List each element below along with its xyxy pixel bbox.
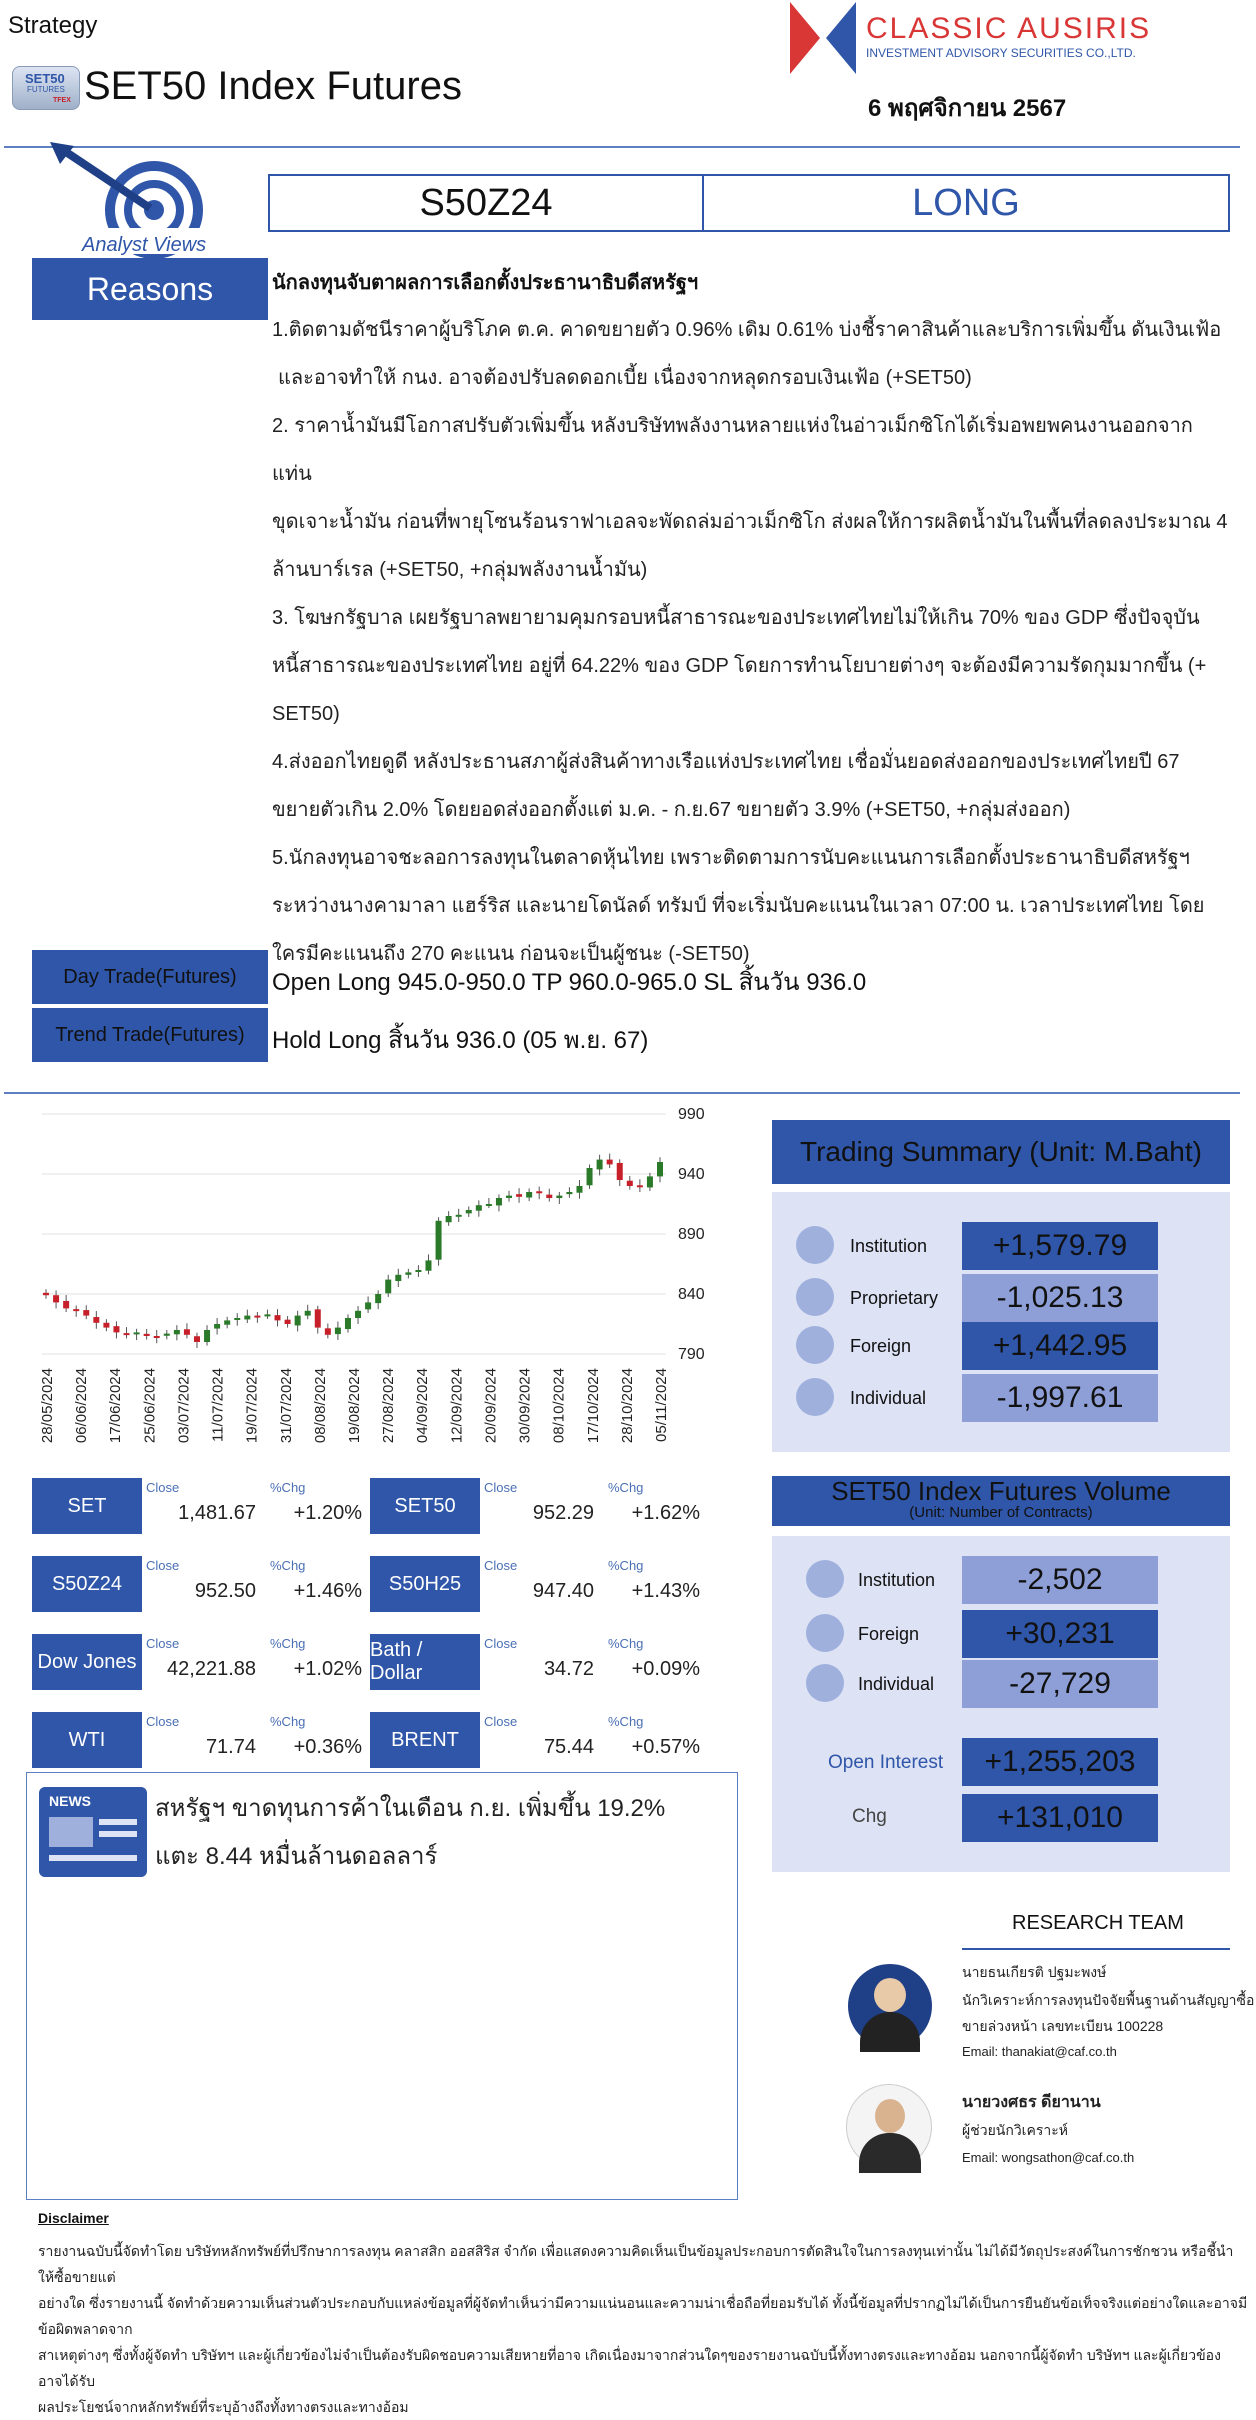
candle-body <box>154 1336 160 1338</box>
y-tick-label: 940 <box>678 1166 705 1183</box>
analyst2-avatar <box>846 2084 932 2170</box>
x-tick-label: 04/09/2024 <box>414 1368 432 1444</box>
trading-summary-value: -1,997.61 <box>962 1374 1158 1422</box>
close-value: 952.29 <box>532 1502 594 1524</box>
report-date: 6 พฤศจิกายน 2567 <box>868 95 1067 122</box>
x-tick-label: 19/07/2024 <box>243 1368 261 1444</box>
candle-body <box>576 1186 582 1193</box>
analyst1-email: Email: thanakiat@caf.co.th <box>962 2044 1117 2059</box>
candle-body <box>385 1280 391 1294</box>
candle-body <box>365 1302 371 1309</box>
candle-body <box>526 1192 532 1198</box>
money-bag-icon <box>796 1326 834 1364</box>
candle-body <box>415 1270 421 1272</box>
candle-body <box>204 1330 210 1342</box>
reason-line: และอาจทำให้ กนง. อาจต้องปรับลดดอกเบี้ย เนื่องจากหลุดกรอบเงินเฟ้อ (+SET50) <box>278 367 972 389</box>
candle-body <box>83 1310 89 1316</box>
candle-body <box>556 1196 562 1198</box>
candle-body <box>617 1163 623 1180</box>
candle-body <box>566 1192 572 1194</box>
futures-volume-subtitle: (Unit: Number of Contracts) <box>909 1504 1093 1521</box>
analyst1-role-2: ขายล่วงหน้า เลขทะเบียน 100228 <box>962 2018 1164 2034</box>
candle-body <box>647 1176 653 1187</box>
chg-label: %Chg <box>608 1558 644 1573</box>
reasons-headline: นักลงทุนจับตาผลการเลือกตั้งประธานาธิบดีสหรัฐฯ <box>272 272 699 294</box>
market-name: S50H25 <box>370 1556 480 1612</box>
reason-line: SET50) <box>272 703 340 725</box>
money-bag-icon <box>806 1614 844 1652</box>
analyst-views-caption: Analyst Views <box>82 234 207 256</box>
candle-body <box>335 1328 341 1334</box>
disclaimer-line: ผลประโยชน์จากหลักทรัพย์ที่ระบุอ้างถึงทั้งทางตรงและทางอ้อม <box>38 2399 409 2415</box>
news-icon-block <box>49 1817 93 1847</box>
candle-body <box>234 1318 240 1320</box>
close-value: 42,221.88 <box>167 1658 256 1680</box>
chg-label: %Chg <box>270 1558 306 1573</box>
avatar-face <box>875 2099 905 2133</box>
candle-body <box>345 1318 351 1329</box>
candle-body <box>73 1309 79 1311</box>
candle-body <box>446 1216 452 1222</box>
day-trade-label: Day Trade(Futures) <box>32 950 268 1004</box>
close-label: Close <box>146 1480 180 1495</box>
avatar-body <box>860 2012 920 2052</box>
close-label: Close <box>146 1558 180 1573</box>
candle-body <box>224 1320 230 1324</box>
reason-line: ล้านบาร์เรล (+SET50, +กลุ่มพลังงานน้ำมัน) <box>272 559 648 581</box>
x-tick-label: 17/06/2024 <box>107 1368 125 1444</box>
reasons-list <box>272 306 1232 978</box>
newspaper-icon <box>39 1787 147 1877</box>
chg-value: +1.02% <box>293 1658 362 1680</box>
analyst1-avatar <box>848 1964 932 2048</box>
x-tick-label: 28/05/2024 <box>39 1368 56 1444</box>
futures-volume-value: +30,231 <box>962 1610 1158 1658</box>
day-trade-text: Open Long 945.0-950.0 TP 960.0-965.0 SL สิ้นวัน 936.0 <box>272 969 867 996</box>
chg-value: +1.20% <box>293 1502 362 1524</box>
candle-body <box>395 1275 401 1281</box>
candle-body <box>124 1333 130 1335</box>
candle-body <box>456 1215 462 1217</box>
close-label: Close <box>484 1636 518 1651</box>
broker-logo-icon <box>790 2 856 74</box>
logo-badge-mid: FUTURES <box>27 85 65 94</box>
chg-value: +0.36% <box>293 1736 362 1758</box>
set50-price-chart <box>34 1106 705 1466</box>
chg-label: %Chg <box>270 1714 306 1729</box>
disclaimer-body <box>38 2238 1248 2420</box>
candle-body <box>496 1198 502 1205</box>
market-name: WTI <box>32 1712 142 1768</box>
candle-body <box>254 1316 260 1318</box>
avatar-body <box>859 2133 921 2173</box>
reason-line: 2. ราคาน้ำมันมีโอกาสปรับตัวเพิ่มขึ้น หลังบริษัทพลังงานหลายแห่งในอ่าวเม็กซิโกได้เริ่มอพยพคนงานออกจากแท่น <box>272 415 1193 485</box>
broker-name: CLASSIC AUSIRIS <box>866 12 1152 45</box>
y-tick-label: 890 <box>678 1226 705 1243</box>
candle-body <box>194 1336 200 1342</box>
candle-body <box>63 1301 69 1308</box>
candle-body <box>164 1334 170 1336</box>
person-icon <box>806 1664 844 1702</box>
x-tick-label: 11/07/2024 <box>209 1368 227 1442</box>
section-label: Strategy <box>8 12 98 39</box>
news-badge: NEWS <box>49 1793 91 1809</box>
trading-summary-value: -1,025.13 <box>962 1274 1158 1322</box>
close-value: 952.50 <box>194 1580 256 1602</box>
reason-line: ใครมีคะแนนถึง 270 คะแนน ก่อนจะเป็นผู้ชนะ (-SET50) <box>272 943 750 965</box>
futures-volume-label: Individual <box>858 1674 935 1694</box>
analyst2-role: ผู้ช่วยนักวิเคราะห์ <box>962 2122 1068 2138</box>
reason-line: 4.ส่งออกไทยดูดี หลังประธานสภาผู้ส่งสินค้าทางเรือแห่งประเทศไทย เชื่อมั่นยอดส่งออกของประเทศไทยปี 67 <box>272 751 1180 773</box>
candle-body <box>486 1204 492 1206</box>
candle-body <box>546 1195 552 1198</box>
trading-summary-label: Proprietary <box>850 1288 939 1308</box>
x-tick-label: 31/07/2024 <box>277 1368 295 1444</box>
market-name: SET50 <box>370 1478 480 1534</box>
news-icon-line <box>99 1831 137 1837</box>
trading-summary-label: Foreign <box>850 1336 912 1356</box>
candle-body <box>305 1311 311 1316</box>
close-label: Close <box>484 1480 518 1495</box>
x-tick-label: 30/09/2024 <box>516 1368 534 1444</box>
contract-symbol: S50Z24 <box>270 176 704 230</box>
candle-body <box>53 1295 59 1302</box>
close-value: 71.74 <box>205 1736 256 1758</box>
chg-value: +0.57% <box>631 1736 700 1758</box>
candle-body <box>325 1328 331 1334</box>
candle-body <box>466 1210 472 1213</box>
x-tick-label: 17/10/2024 <box>584 1368 602 1444</box>
candle-body <box>275 1315 281 1320</box>
news-box <box>26 1772 738 2200</box>
news-text: สหรัฐฯ ขาดทุนการค้าในเดือน ก.ย. เพิ่มขึ้น 19.2% แตะ 8.44 หมื่นล้านดอลลาร์ <box>155 1795 666 1870</box>
futures-volume-label: Institution <box>858 1570 936 1590</box>
candle-body <box>113 1326 119 1332</box>
open-interest-value: +1,255,203 <box>962 1738 1158 1786</box>
candle-body <box>103 1323 109 1328</box>
avatar-face <box>874 1978 906 2012</box>
x-tick-label: 25/06/2024 <box>141 1368 159 1444</box>
strategy-divider <box>4 1092 1240 1094</box>
candle-body <box>285 1320 291 1324</box>
bank-icon <box>806 1560 844 1598</box>
market-name: Bath / Dollar <box>370 1634 480 1690</box>
position-direction: LONG <box>912 181 1020 224</box>
candle-body <box>93 1317 99 1323</box>
reason-line: 3. โฆษกรัฐบาล เผยรัฐบาลพยายามคุมกรอบหนี้สาธารณะของประเทศไทยไม่ให้เกิน 70% ของ GDP ซึ่งปัจจุบัน <box>272 607 1200 629</box>
candle-body <box>607 1160 613 1165</box>
call-box <box>268 174 1230 232</box>
trading-summary-value: +1,442.95 <box>962 1322 1158 1370</box>
broker-subtitle: INVESTMENT ADVISORY SECURITIES CO.,LTD. <box>866 46 1136 60</box>
chg-value: +1.43% <box>631 1580 700 1602</box>
trading-summary-title: Trading Summary (Unit: M.Baht) <box>772 1120 1230 1184</box>
candle-body <box>597 1160 603 1170</box>
group-icon <box>796 1278 834 1316</box>
trend-trade-label: Trend Trade(Futures) <box>32 1008 268 1062</box>
chg-value: +1.46% <box>293 1580 362 1602</box>
analyst2-email: Email: wongsathon@caf.co.th <box>962 2150 1135 2165</box>
broker-logo <box>790 2 856 74</box>
reasons-label: Reasons <box>32 258 268 320</box>
futures-volume-label: Foreign <box>858 1624 920 1644</box>
candle-body <box>506 1196 512 1198</box>
close-label: Close <box>484 1714 518 1729</box>
trading-summary-label: Institution <box>850 1236 928 1256</box>
chg-value: +1.62% <box>631 1502 700 1524</box>
candle-body <box>476 1205 482 1211</box>
candle-body <box>436 1221 442 1260</box>
close-value: 75.44 <box>543 1736 594 1758</box>
market-name: SET <box>32 1478 142 1534</box>
reason-line: หนี้สาธารณะของประเทศไทย อยู่ที่ 64.22% ของ GDP โดยการทำนโยบายต่างๆ จะต้องมีความรัดกุมมากขึ้น (+ <box>272 655 1207 677</box>
futures-volume-value: -27,729 <box>962 1660 1158 1708</box>
chg-label: %Chg <box>608 1714 644 1729</box>
x-tick-label: 20/09/2024 <box>482 1368 500 1444</box>
person-icon <box>796 1378 834 1416</box>
candle-body <box>536 1191 542 1193</box>
candle-body <box>134 1332 140 1334</box>
news-icon-line <box>49 1855 137 1861</box>
reason-line: ขุดเจาะน้ำมัน ก่อนที่พายุโซนร้อนราฟาเอลจะพัดถล่มอ่าวเม็กซิโก ส่งผลให้การผลิตน้ำมันในพื้นที่ลดลงประมาณ 4 <box>272 511 1228 533</box>
futures-volume-header <box>772 1476 1230 1526</box>
analyst1-name: นายธนเกียรติ ปฐมะพงษ์ <box>962 1964 1107 1980</box>
candle-body <box>315 1309 321 1327</box>
x-tick-label: 03/07/2024 <box>175 1368 193 1444</box>
analyst1-role: นักวิเคราะห์การลงทุนปัจจัยพื้นฐานด้านสัญญาซื้อ <box>962 1992 1255 2008</box>
candle-body <box>244 1316 250 1320</box>
disclaimer-line: สาเหตุต่างๆ ซึ่งทั้งผู้จัดทำ บริษัทฯ และผู้เกี่ยวข้องไม่จำเป็นต้องรับผิดชอบความเสียหายที่อาจ เกิดเนื่องมาจากส่วนใดๆของรายงานฉบับนี้ทั้งทางตรงและทางอ้อม นอกจากนี้ผู้จัดทำ บริษัทฯ และผู้เกี่ยวข้อง อาจได้รับ <box>38 2347 1221 2389</box>
analyst2-name: นายวงศธร ดียานาน <box>962 2094 1101 2111</box>
candle-body <box>405 1272 411 1274</box>
close-label: Close <box>146 1636 180 1651</box>
x-tick-label: 08/10/2024 <box>550 1368 568 1444</box>
reason-line: ระหว่างนางคามาลา แฮร์ริส และนายโดนัลด์ ทรัมป์ ที่จะเริ่มนับคะแนนในเวลา 07:00 น. เวลาประเทศไทย โดย <box>272 895 1205 917</box>
candle-body <box>355 1311 361 1318</box>
x-tick-label: 28/10/2024 <box>618 1368 636 1444</box>
chg-label: %Chg <box>270 1636 306 1651</box>
trading-summary-label: Individual <box>850 1388 927 1408</box>
market-name: BRENT <box>370 1712 480 1768</box>
close-label: Close <box>146 1714 180 1729</box>
oi-change-value: +131,010 <box>962 1794 1158 1842</box>
disclaimer-title: Disclaimer <box>38 2210 109 2226</box>
candle-body <box>375 1294 381 1303</box>
open-interest-label: Open Interest <box>828 1752 944 1773</box>
candle-body <box>295 1316 301 1326</box>
logo-badge-bottom: TFEX <box>53 97 71 104</box>
futures-volume-title: SET50 Index Futures Volume <box>831 1476 1171 1506</box>
y-tick-label: 790 <box>678 1346 705 1363</box>
candle-body <box>627 1181 633 1186</box>
trading-summary-value: +1,579.79 <box>962 1222 1158 1270</box>
x-tick-label: 06/06/2024 <box>73 1368 91 1444</box>
x-tick-label: 27/08/2024 <box>380 1368 398 1444</box>
futures-volume-value: -2,502 <box>962 1556 1158 1604</box>
candle-body <box>144 1334 150 1336</box>
disclaimer-line: รายงานฉบับนี้จัดทำโดย บริษัทหลักทรัพย์ที่ปรึกษาการลงทุน คลาสสิก ออสสิริส จำกัด เพื่อแสดงความคิดเห็นเป็นข้อมูลประกอบการตัดสินใจในการลงทุนเท่านั้น ไม่ได้มีวัตถุประสงค์ในการชักชวน หรือชี้นำให้ซื้อขายแต่ <box>38 2243 1234 2285</box>
y-tick-label: 990 <box>678 1106 705 1123</box>
logo-badge-top: SET50 <box>25 71 65 86</box>
candle-body <box>657 1162 663 1176</box>
reason-line: 1.ติดตามดัชนีราคาผู้บริโภค ต.ค. คาดขยายตัว 0.96% เดิม 0.61% บ่งชี้ราคาสินค้าและบริการเพิ่มขึ้น ดันเงินเฟ้อ <box>272 319 1222 341</box>
news-icon-line <box>99 1819 137 1825</box>
x-tick-label: 05/11/2024 <box>653 1368 670 1442</box>
close-value: 1,481.67 <box>178 1502 256 1524</box>
bank-icon <box>796 1226 834 1264</box>
chg-label: %Chg <box>270 1480 306 1495</box>
chg-value: +0.09% <box>631 1658 700 1680</box>
x-tick-label: 19/08/2024 <box>346 1368 363 1444</box>
oi-change-label: Chg <box>852 1806 887 1827</box>
research-team-underline <box>962 1948 1230 1950</box>
candle-body <box>174 1330 180 1334</box>
reason-line: ขยายตัวเกิน 2.0% โดยยอดส่งออกตั้งแต่ ม.ค. - ก.ย.67 ขยายตัว 3.9% (+SET50, +กลุ่มส่งออก) <box>272 799 1071 821</box>
candle-body <box>214 1324 220 1329</box>
close-value: 34.72 <box>543 1658 594 1680</box>
candle-body <box>587 1168 593 1185</box>
x-tick-label: 08/08/2024 <box>311 1368 329 1444</box>
y-tick-label: 840 <box>678 1286 705 1303</box>
reason-line: 5.นักลงทุนอาจชะลอการลงทุนในตลาดหุ้นไทย เพราะติดตามการนับคะแนนการเลือกตั้งประธานาธิบดีสหรัฐฯ <box>272 847 1190 869</box>
chg-label: %Chg <box>608 1480 644 1495</box>
set50-futures-logo <box>12 66 80 110</box>
page-title: SET50 Index Futures <box>84 64 462 108</box>
candle-body <box>637 1185 643 1187</box>
close-label: Close <box>484 1558 518 1573</box>
candle-body <box>425 1260 431 1270</box>
candle-body <box>43 1293 49 1295</box>
disclaimer-line: อย่างใด ซึ่งรายงานนี้ จัดทำด้วยความเห็นส่วนตัวประกอบกับแหล่งข้อมูลที่ผู้จัดทำเห็นว่ามีความแน่นอนและความน่าเชื่อถือที่ยอมรับได้ ทั้งนี้ข้อมูลที่ปรากฏไม่ได้เป็นการยืนยันข้อเท็จจริงแต่อย่างใดและอาจมีข้อผิดพลาดจาก <box>38 2295 1248 2337</box>
close-value: 947.40 <box>532 1580 594 1602</box>
candle-body <box>184 1329 190 1335</box>
market-name: S50Z24 <box>32 1556 142 1612</box>
x-tick-label: 12/09/2024 <box>448 1368 466 1444</box>
research-team-title: RESEARCH TEAM <box>1012 1912 1184 1934</box>
trend-trade-text: Hold Long สิ้นวัน 936.0 (05 พ.ย. 67) <box>272 1027 649 1054</box>
candle-body <box>264 1314 270 1316</box>
candle-body <box>516 1194 522 1197</box>
chg-label: %Chg <box>608 1636 644 1651</box>
market-name: Dow Jones <box>32 1634 142 1690</box>
candlestick-chart <box>34 1106 705 1466</box>
